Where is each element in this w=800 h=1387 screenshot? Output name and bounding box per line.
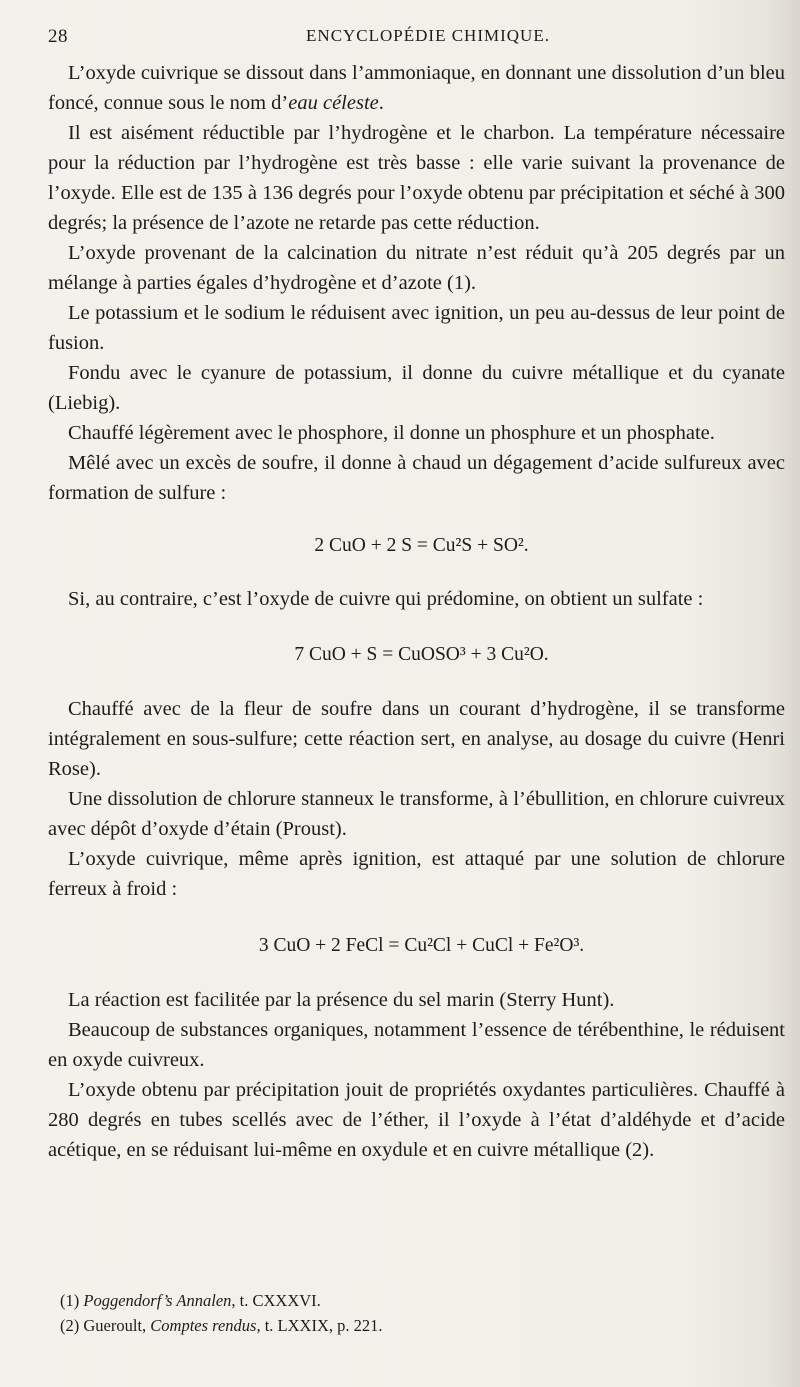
main-text [48, 58, 785, 1165]
paragraph: Chauffé légèrement avec le phosphore, il donne un phosphure et un phosphate. [68, 422, 715, 444]
paragraph: Si, au contraire, c’est l’oxyde de cuivre qui prédomine, on obtient un sulfate : [68, 588, 704, 610]
paragraph: L’oxyde cuivrique se dissout dans l’ammoniaque, en donnant une dissolution d’un bleu foncé, connue sous le nom d’eau céleste. [48, 62, 785, 114]
paragraph: Une dissolution de chlorure stanneux le transforme, à l’ébullition, en chlorure cuivreux avec dépôt d’oxyde d’étain (Proust). [48, 788, 785, 840]
footnote: (2) Gueroult, Comptes rendus, t. LXXIX, p. 221. [60, 1316, 383, 1335]
paragraph: Mêlé avec un excès de soufre, il donne à chaud un dégagement d’acide sulfureux avec formation de sulfure : [48, 452, 785, 504]
paragraph: Il est aisément réductible par l’hydrogène et le charbon. La température nécessaire pour la réduction par l’hydrogène est très basse : elle varie suivant la provenance de l’oxyde. Elle est de 135 à 136 degrés pour l’oxyde obtenu par précipitation et séché à 300 degrés; la présence de l’azote ne retarde pas cette réduction. [48, 122, 785, 234]
chemical-equation: 3 CuO + 2 FeCl = Cu²Cl + CuCl + Fe²O³. [258, 935, 585, 956]
footnotes [60, 1288, 760, 1338]
paragraph: L’oxyde provenant de la calcination du nitrate n’est réduit qu’à 205 degrés par un mélange à parties égales d’hydrogène et d’azote (1). [48, 242, 785, 294]
page-header [48, 26, 788, 50]
paragraph: Chauffé avec de la fleur de soufre dans un courant d’hydrogène, il se transforme intégralement en sous-sulfure; cette réaction sert, en analyse, au dosage du cuivre (Henri Rose). [48, 698, 785, 780]
paragraph: Le potassium et le sodium le réduisent avec ignition, un peu au-dessus de leur point de fusion. [48, 302, 785, 354]
paragraph: L’oxyde obtenu par précipitation jouit de propriétés oxydantes particulières. Chauffé à 280 degrés en tubes scellés avec de l’éther, il l’oxyde à l’état d’aldéhyde et d’acide acétique, en se réduisant lui-même en oxydule et en cuivre métallique (2). [48, 1079, 785, 1161]
paragraph: Fondu avec le cyanure de potassium, il donne du cuivre métallique et du cyanate (Liebig). [48, 362, 785, 414]
chemical-equation: 7 CuO + S = CuOSO³ + 3 Cu²O. [294, 644, 549, 665]
chemical-equation: 2 CuO + 2 S = Cu²S + SO². [314, 535, 529, 556]
paragraph: L’oxyde cuivrique, même après ignition, est attaqué par une solution de chlorure ferreux à froid : [48, 848, 785, 900]
paragraph: Beaucoup de substances organiques, notamment l’essence de térébenthine, le réduisent en oxyde cuivreux. [48, 1019, 785, 1071]
italic-term: eau céleste [288, 92, 379, 114]
running-title: ENCYCLOPÉDIE CHIMIQUE. [306, 26, 550, 45]
footnote: (1) Poggendorf’s Annalen, t. CXXXVI. [60, 1291, 321, 1310]
page-number: 28 [48, 26, 68, 47]
paragraph: La réaction est facilitée par la présence du sel marin (Sterry Hunt). [68, 989, 615, 1011]
